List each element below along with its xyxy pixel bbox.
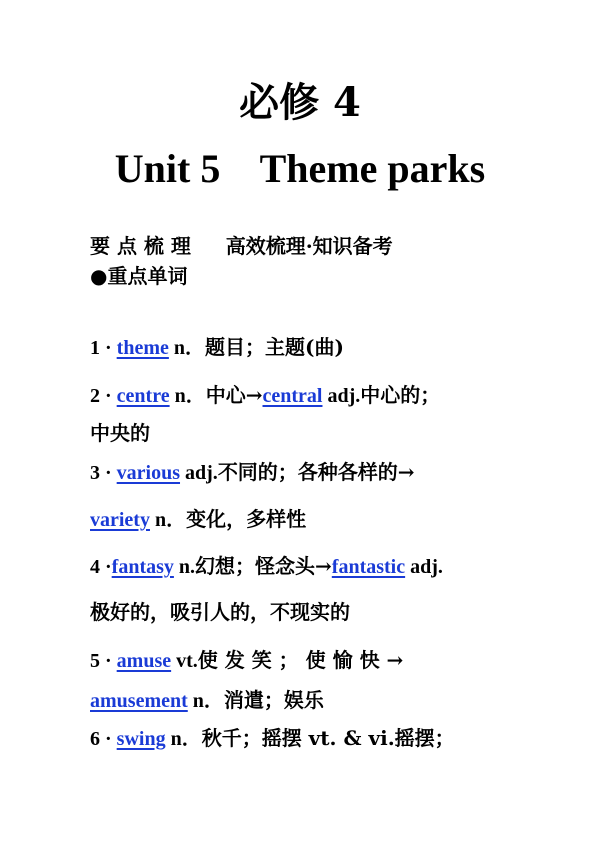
vocab-item-6 bbox=[90, 724, 455, 753]
section-subheading: ●重点单词 bbox=[90, 264, 188, 288]
part-of-speech: n． bbox=[165, 728, 202, 750]
part-of-speech: n. bbox=[173, 556, 196, 578]
section-heading: 要 点 梳 理 高效梳理·知识备考 bbox=[90, 234, 393, 258]
vocab-item-2 bbox=[90, 381, 440, 410]
vocab-item-4-continuation: 极好的，吸引人的，不现实的 bbox=[90, 600, 350, 624]
part-of-speech: vt. bbox=[171, 650, 198, 672]
derived-meaning: 变化，多样性 bbox=[186, 507, 307, 531]
meaning: 中心→ bbox=[205, 383, 263, 407]
vocab-item-3-derived bbox=[90, 505, 306, 534]
meaning: 题目；主题(曲) bbox=[205, 335, 344, 359]
meaning: 秋千；摇摆 vt. & vi.摇摆； bbox=[201, 726, 455, 750]
meaning: 幻想；怪念头→ bbox=[195, 554, 332, 578]
derived-pos: n． bbox=[149, 509, 187, 531]
module-title: 必修 4 bbox=[239, 79, 361, 126]
keyword: various bbox=[116, 462, 181, 484]
keyword: amuse bbox=[116, 650, 172, 672]
vocab-item-5 bbox=[90, 646, 403, 675]
derived-pos: adj. bbox=[405, 556, 443, 578]
item-number: 5 · bbox=[90, 650, 117, 672]
vocab-item-2-continuation: 中央的 bbox=[90, 421, 150, 445]
item-number: 4 · bbox=[90, 556, 112, 578]
part-of-speech: adj. bbox=[180, 462, 218, 484]
meaning: 使 发 笑 ； 使 愉 快 → bbox=[197, 648, 404, 672]
derived-pos: adj. bbox=[322, 385, 361, 407]
vocab-item-3 bbox=[90, 458, 415, 487]
derived-pos: n． bbox=[187, 690, 224, 712]
keyword: centre bbox=[116, 385, 170, 407]
item-number: 2 · bbox=[90, 385, 117, 407]
derived-keyword: variety bbox=[90, 509, 150, 531]
vocab-item-4 bbox=[90, 552, 443, 581]
derived-meaning: 消遣；娱乐 bbox=[223, 688, 324, 712]
keyword: theme bbox=[116, 337, 169, 359]
item-number: 3 · bbox=[90, 462, 117, 484]
derived-meaning: 中心的； bbox=[360, 383, 441, 407]
part-of-speech: n． bbox=[168, 337, 205, 359]
derived-keyword: fantastic bbox=[331, 556, 406, 578]
item-number: 1 · bbox=[90, 337, 117, 359]
keyword: fantasy bbox=[111, 556, 174, 578]
keyword: swing bbox=[116, 728, 166, 750]
derived-keyword: amusement bbox=[90, 690, 188, 712]
vocab-item-5-derived bbox=[90, 686, 324, 715]
derived-keyword: central bbox=[262, 385, 323, 407]
meaning: 不同的；各种各样的→ bbox=[217, 460, 415, 484]
vocab-item-1 bbox=[90, 333, 344, 362]
unit-title: Unit 5 Theme parks bbox=[114, 146, 486, 191]
part-of-speech: n． bbox=[169, 385, 206, 407]
item-number: 6 · bbox=[90, 728, 117, 750]
